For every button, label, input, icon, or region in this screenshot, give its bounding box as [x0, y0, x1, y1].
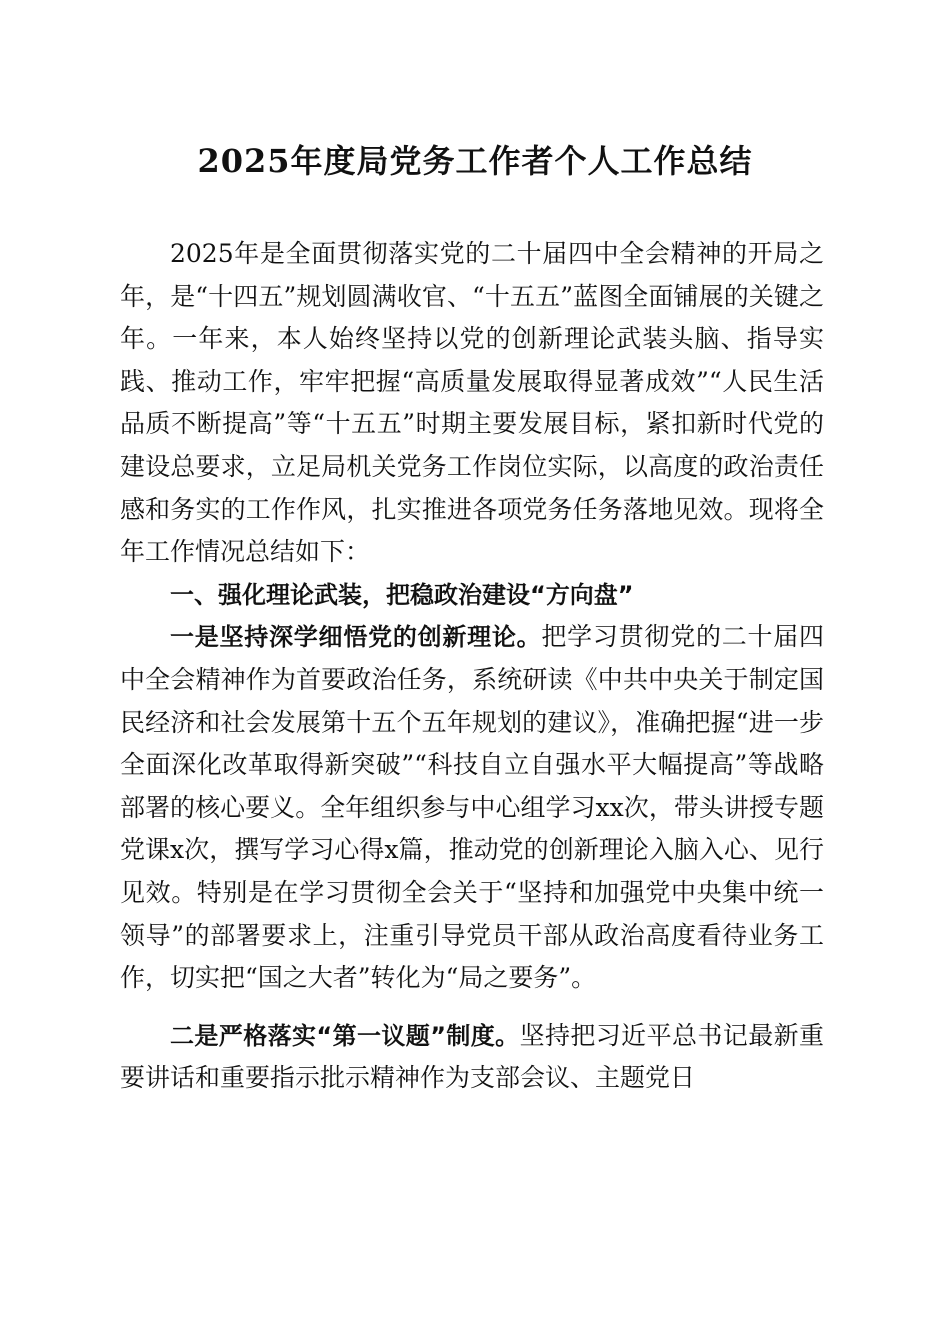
- intro-paragraph: 2025年是全面贯彻落实党的二十届四中全会精神的开局之年，是“十四五”规划圆满收官、“十五五”蓝图全面铺展的关键之年。一年来，本人始终坚持以党的创新理论武装头脑、指导实践、推动工作，牢牢把握“高质量发展取得显著成效”“人民生活品质不断提高”等“十五五”时期主要发展目标，紧扣新时代党的建设总要求，立足局机关党务工作岗位实际，以高度的政治责任感和务实的工作作风，扎实推进各项党务任务落地见效。现将全年工作情况总结如下：: [120, 239, 824, 567]
- paragraph-text: 坚持把习近平总书记最新重要讲话和重要指示批示精神作为支部会议、主题党日: [120, 1020, 824, 1093]
- paragraph-lead: 二是严格落实“第一议题”制度。: [170, 1021, 520, 1050]
- body-paragraph: [120, 1015, 824, 1100]
- document-body: [120, 233, 824, 1100]
- document-title: 2025年度局党务工作者个人工作总结: [197, 142, 753, 180]
- paragraph-lead: 一是坚持深学细悟党的创新理论。: [170, 623, 542, 652]
- paragraph-text: 把学习贯彻党的二十届四中全会精神作为首要政治任务，系统研读《中共中央关于制定国民经济和社会发展第十五个五年规划的建议》，准确把握“进一步全面深化改革取得新突破”“科技自立自强水平大幅提高”等战略部署的核心要义。全年组织参与中心组学习xx次，带头讲授专题党课x次，撰写学习心得x篇，推动党的创新理论入脑入心、见行见效。特别是在学习贯彻全会关于“坚持和加强党中央集中统一领导”的部署要求上，注重引导党员干部从政治高度看待业务工作，切实把“国之大者”转化为“局之要务”。: [120, 622, 824, 993]
- body-paragraph: [120, 616, 824, 999]
- section-heading: 一、强化理论武装，把稳政治建设“方向盘”: [170, 580, 634, 609]
